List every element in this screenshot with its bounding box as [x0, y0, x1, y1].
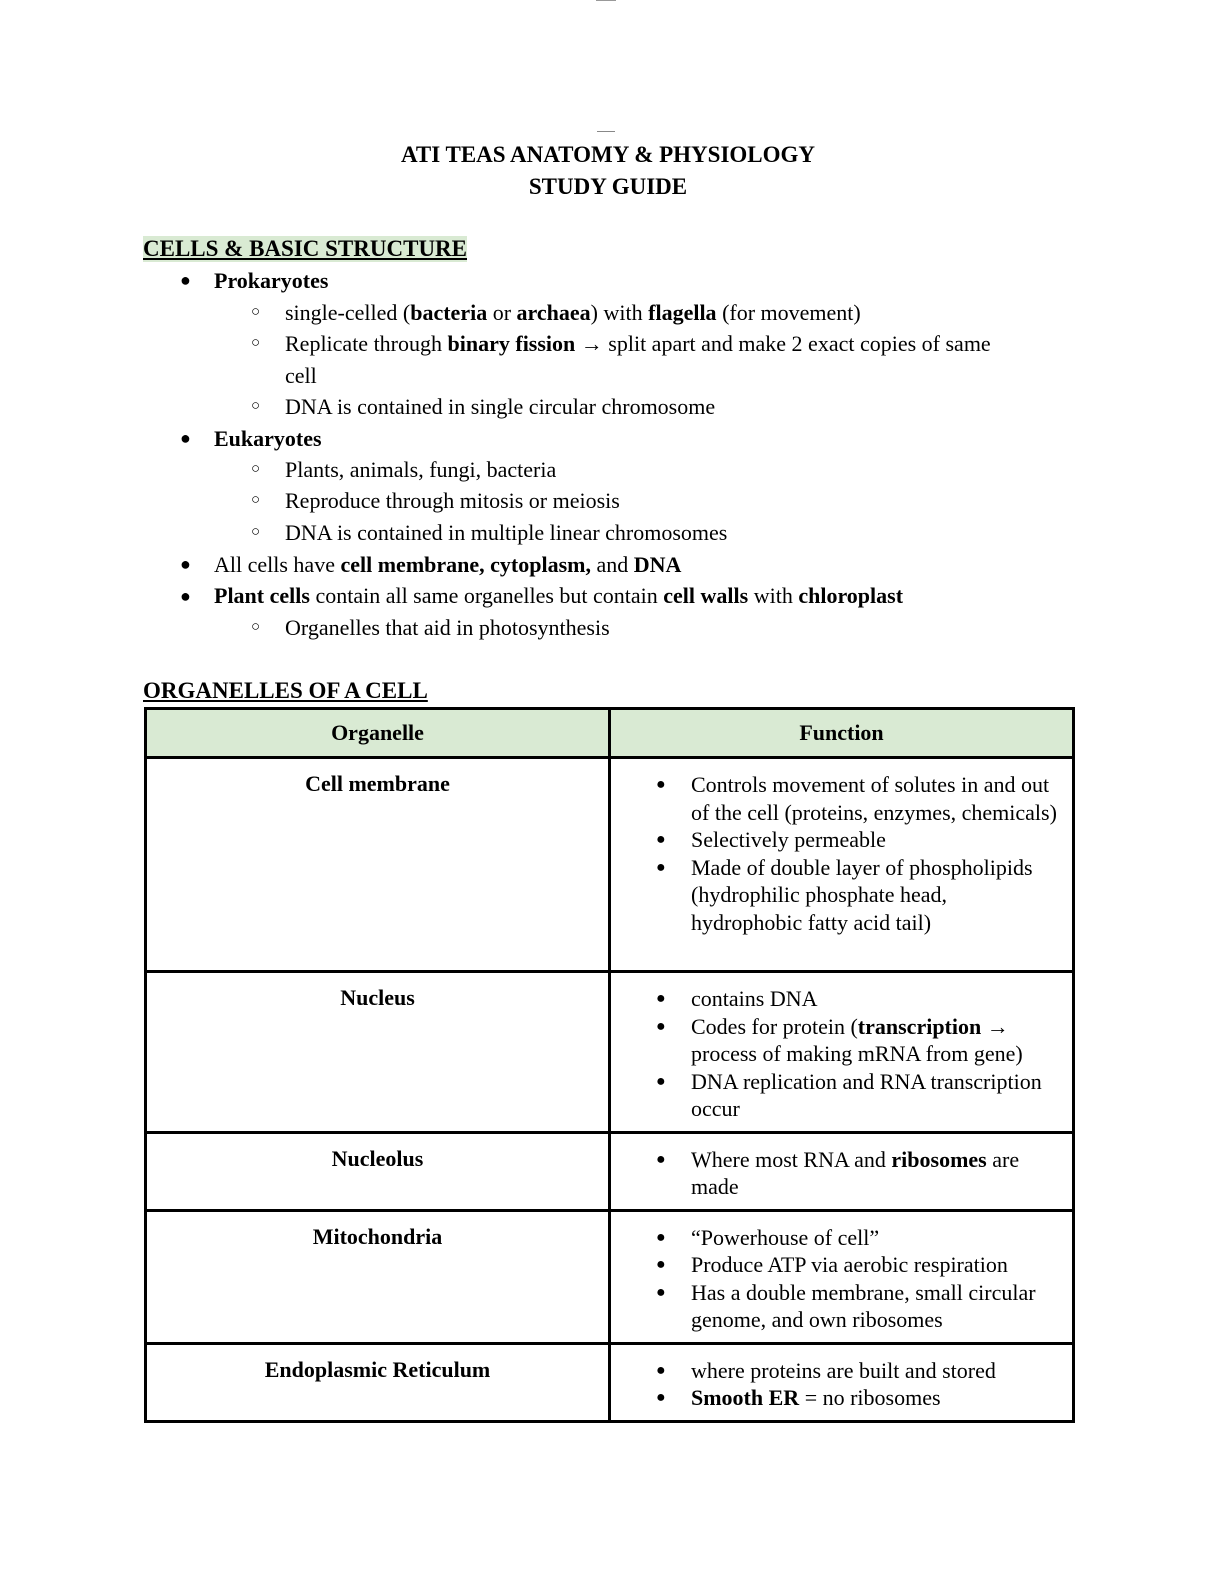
prokaryotes-item-2: Replicate through binary fission → split apart and make 2 exact copies of same	[285, 331, 991, 356]
organelles-table	[144, 707, 1075, 1423]
function-item: ● DNA replication and RNA transcription occur	[691, 1068, 1060, 1123]
bullet-circle: ○	[251, 524, 261, 540]
function-item: ● Codes for protein (transcription → process of making mRNA from gene)	[691, 1013, 1060, 1068]
prokaryotes-item-2-cont: cell	[285, 363, 317, 388]
table-row	[146, 1343, 1074, 1421]
function-item: ● “Powerhouse of cell”	[691, 1224, 1060, 1252]
function-item: ● Has a double membrane, small circular genome, and own ribosomes	[691, 1279, 1060, 1334]
bullet-dot: ●	[180, 270, 191, 290]
mini-mark	[597, 131, 615, 132]
function-item: ● Smooth ER = no ribosomes	[691, 1384, 1060, 1412]
organelle-name: Endoplasmic Reticulum	[146, 1343, 610, 1421]
header-function: Function	[610, 709, 1074, 758]
function-item: ● contains DNA	[691, 985, 1060, 1013]
organelle-functions	[610, 1343, 1074, 1421]
bullet-dot: ●	[180, 586, 191, 606]
section-heading-organelles: ORGANELLES OF A CELL	[143, 678, 428, 703]
table-header-row	[146, 709, 1074, 758]
table-row	[146, 758, 1074, 972]
function-item: ● Made of double layer of phospholipids (hydrophilic phosphate head, hydrophobic fatty acid tail)	[691, 854, 1060, 937]
doc-title-line2: STUDY GUIDE	[528, 174, 688, 199]
table-row	[146, 1132, 1074, 1210]
prokaryotes-item-1: single-celled (bacteria or archaea) with flagella (for movement)	[285, 300, 861, 325]
table-row	[146, 1210, 1074, 1343]
plant-cells-subitem: Organelles that aid in photosynthesis	[285, 615, 610, 640]
function-item: ● Where most RNA and ribosomes are made	[691, 1146, 1060, 1201]
bullet-circle: ○	[251, 398, 261, 414]
function-item: ● where proteins are built and stored	[691, 1357, 1060, 1385]
top-mark	[596, 0, 616, 1]
organelle-name: Cell membrane	[146, 758, 610, 972]
eukaryotes-item-3: DNA is contained in multiple linear chromosomes	[285, 520, 728, 545]
eukaryotes-label: Eukaryotes	[214, 426, 322, 451]
doc-title-line1: ATI TEAS ANATOMY & PHYSIOLOGY	[400, 142, 816, 167]
plant-cells-item: Plant cells contain all same organelles but contain cell walls with chloroplast	[214, 583, 904, 608]
eukaryotes-item-1: Plants, animals, fungi, bacteria	[285, 457, 557, 482]
table-row	[146, 972, 1074, 1133]
eukaryotes-item-2: Reproduce through mitosis or meiosis	[285, 488, 620, 513]
organelle-name: Mitochondria	[146, 1210, 610, 1343]
prokaryotes-item-3: DNA is contained in single circular chromosome	[285, 394, 716, 419]
bullet-dot: ●	[180, 554, 191, 574]
prokaryotes-label: Prokaryotes	[214, 268, 329, 293]
bullet-dot: ●	[180, 428, 191, 448]
organelle-name: Nucleolus	[146, 1132, 610, 1210]
organelle-functions	[610, 758, 1074, 972]
bullet-circle: ○	[251, 335, 261, 351]
organelle-name: Nucleus	[146, 972, 610, 1133]
bullet-circle: ○	[251, 304, 261, 320]
function-item: ● Controls movement of solutes in and out of the cell (proteins, enzymes, chemicals)	[691, 771, 1060, 826]
bullet-circle: ○	[251, 492, 261, 508]
header-organelle: Organelle	[146, 709, 610, 758]
organelle-functions	[610, 1210, 1074, 1343]
function-item: ● Produce ATP via aerobic respiration	[691, 1251, 1060, 1279]
section-heading-cells: CELLS & BASIC STRUCTURE	[143, 236, 467, 261]
function-item: ● Selectively permeable	[691, 826, 1060, 854]
all-cells-item: All cells have cell membrane, cytoplasm, and DNA	[214, 552, 682, 577]
organelle-functions	[610, 1132, 1074, 1210]
bullet-circle: ○	[251, 619, 261, 635]
bullet-circle: ○	[251, 461, 261, 477]
organelle-functions	[610, 972, 1074, 1133]
